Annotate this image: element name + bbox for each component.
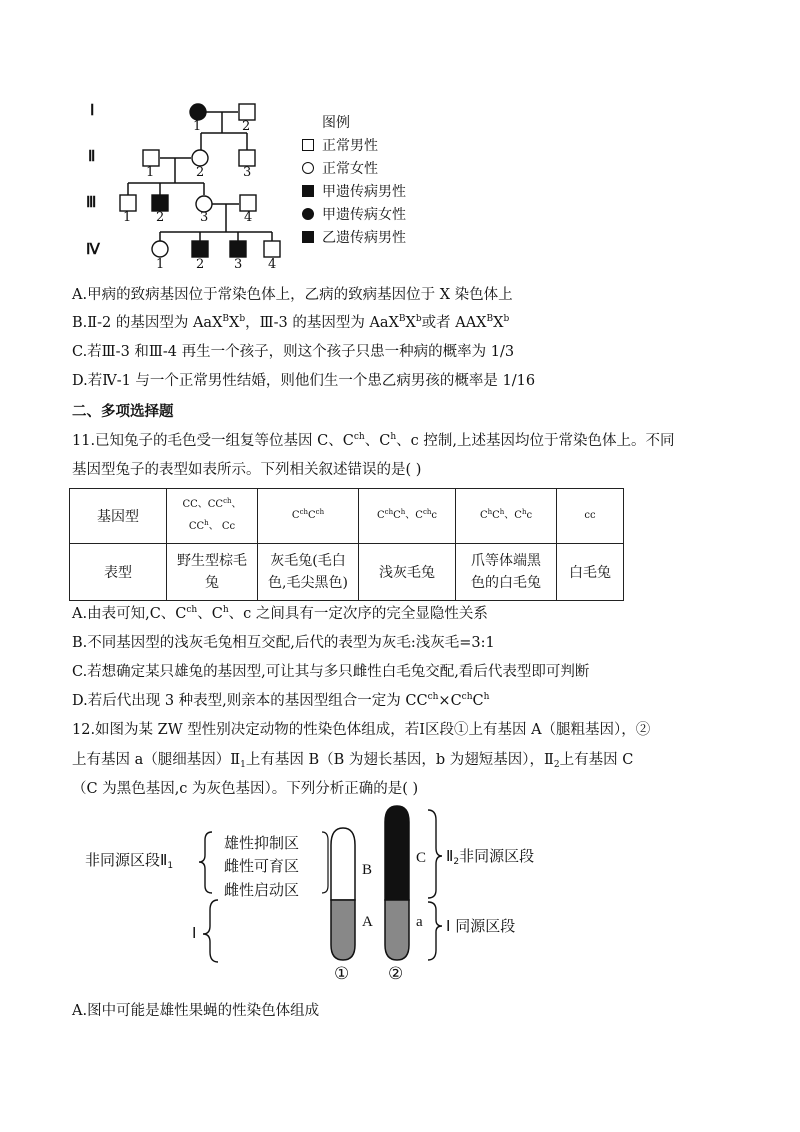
non-homologous-label-right: $Ⅱ_2$非同源区段 [446,847,535,867]
q12-stem-line3: （C 为黑色基因,c 为灰色基因）。下列分析正确的是( ) [72,781,419,797]
chromosome-2-upper [385,806,409,900]
homologous-label-right: Ⅰ 同源区段 [446,917,516,935]
q11-option-d: D.若后代出现 3 种表型,则亲本的基因型组合一定为 $CC^{ch}\times C^{ch}C^h$ [72,692,490,709]
non-homologous-label-left: 非同源区段$Ⅱ_1$ [85,851,174,871]
q12-stem-line1: 12.如图为某 ZW 型性别决定动物的性染色体组成，若Ⅰ区段①上有基因 A（腿粗基因），② [72,722,651,738]
gen2-num-1: 1 [146,165,155,180]
table-cell-g4: $C^hC^h$、$C^hc$ [456,489,557,544]
q10-option-d: D.若Ⅳ-1 与一个正常男性结婚，则他们生一个患乙病男孩的概率是 1/16 [72,373,536,389]
right-brace-lower [428,902,442,960]
table-cell-p2: 灰毛兔(毛白 色,毛尖黑色) [258,544,359,601]
gene-a-upper-label: A [362,914,373,930]
gen3-num-3: 3 [200,210,209,225]
right-brace-upper [428,810,442,898]
gen2-num-2: 2 [196,165,205,180]
legend-normal-female: 正常女性 [302,158,378,178]
table-header-phenotype: 表型 [70,544,167,601]
chromosome-2-lower [385,900,409,960]
table-cell-g2: $C^{ch}C^{ch}$ [258,489,359,544]
q10-option-b: B.Ⅱ-2 的基因型为 $AaX^BX^b$，Ⅲ-3 的基因型为 $AaX^BX^b$或者 $AAX^BX^b$ [72,314,510,331]
legend-a-male: 甲遗传病男性 [302,181,406,201]
legend-normal-male: 正常男性 [302,135,378,155]
gen3-num-4: 4 [244,210,253,225]
gen4-num-3: 3 [234,257,243,272]
left-brace-lower [203,900,218,962]
gen3-num-1: 1 [123,210,132,225]
gen-label-4: Ⅳ [86,242,100,258]
gen2-num-3: 3 [243,165,252,180]
q11-stem-line2: 基因型兔子的表型如表所示。下列相关叙述错误的是( ) [72,462,422,478]
gen4-num-4: 4 [268,257,277,272]
gen-label-3: Ⅲ [86,195,97,211]
gene-b-label: B [362,862,373,878]
gen-label-2: Ⅱ [88,149,96,165]
chromosome-1-upper [331,828,355,900]
gen1-num-1: 1 [193,119,202,134]
zone-brace [322,832,328,893]
q12-option-a: A.图中可能是雄性果蝇的性染色体组成 [72,1003,320,1019]
zone-male-suppress: 雄性抑制区 [224,834,300,852]
segment-i-label: Ⅰ [192,924,197,942]
chromosome-2-label: ② [388,964,404,984]
table-cell-p1: 野生型棕毛 兔 [167,544,258,601]
gen1-num-2: 2 [242,119,251,134]
left-brace-upper [199,832,212,893]
gen4-num-2: 2 [196,257,205,272]
gen4-num-1: 1 [156,257,165,272]
q11-option-b: B.不同基因型的浅灰毛兔相互交配,后代的表型为灰毛:浅灰毛=3:1 [72,635,495,651]
gen3-num-2: 2 [156,210,165,225]
chromosome-1-lower [331,900,355,960]
legend-b-male: 乙遗传病男性 [302,227,406,247]
q11-stem-line1: 11.已知兔子的毛色受一组复等位基因 C、$C^{ch}$、$C^h$、c 控制,上述基因均位于常染色体上。不同 [72,432,675,449]
legend-a-female: 甲遗传病女性 [302,204,406,224]
section-title: 二、多项选择题 [72,404,174,420]
q12-stem-line2: 上有基因 a（腿细基因）$Ⅱ_1$上有基因 B（B 为翅长基因，b 为翅短基因），$Ⅱ_2$上有基因 C [72,752,634,770]
table-cell-g1: CC、$CC^{ch}$、 $CC^h$、 Cc [167,489,258,544]
q11-option-a: A.由表可知,C、$C^{ch}$、$C^h$、c 之间具有一定次序的完全显隐性关系 [72,605,488,622]
table-cell-p4: 爪等体端黑 色的白毛兔 [456,544,557,601]
table-cell-p3: 浅灰毛兔 [359,544,456,601]
legend-title: 图例 [322,115,350,131]
gen-label-1: Ⅰ [90,103,95,119]
gene-c-label: C [416,850,427,866]
table-cell-p5: 白毛兔 [557,544,624,601]
zone-female-start: 雌性启动区 [224,881,300,899]
zone-female-fertile: 雌性可育区 [224,857,300,875]
gene-a-lower-label: a [416,914,423,930]
table-header-genotype: 基因型 [70,489,167,544]
q11-option-c: C.若想确定某只雄兔的基因型,可让其与多只雌性白毛兔交配,看后代表型即可判断 [72,664,590,680]
table-cell-g3: $C^{ch}C^h$、$C^{ch}c$ [359,489,456,544]
chromosome-1-label: ① [334,964,350,984]
q10-option-c: C.若Ⅲ-3 和Ⅲ-4 再生一个孩子，则这个孩子只患一种病的概率为 1/3 [72,344,515,360]
table-cell-g5: cc [557,489,624,544]
q10-option-a: A.甲病的致病基因位于常染色体上，乙病的致病基因位于 X 染色体上 [72,287,513,303]
